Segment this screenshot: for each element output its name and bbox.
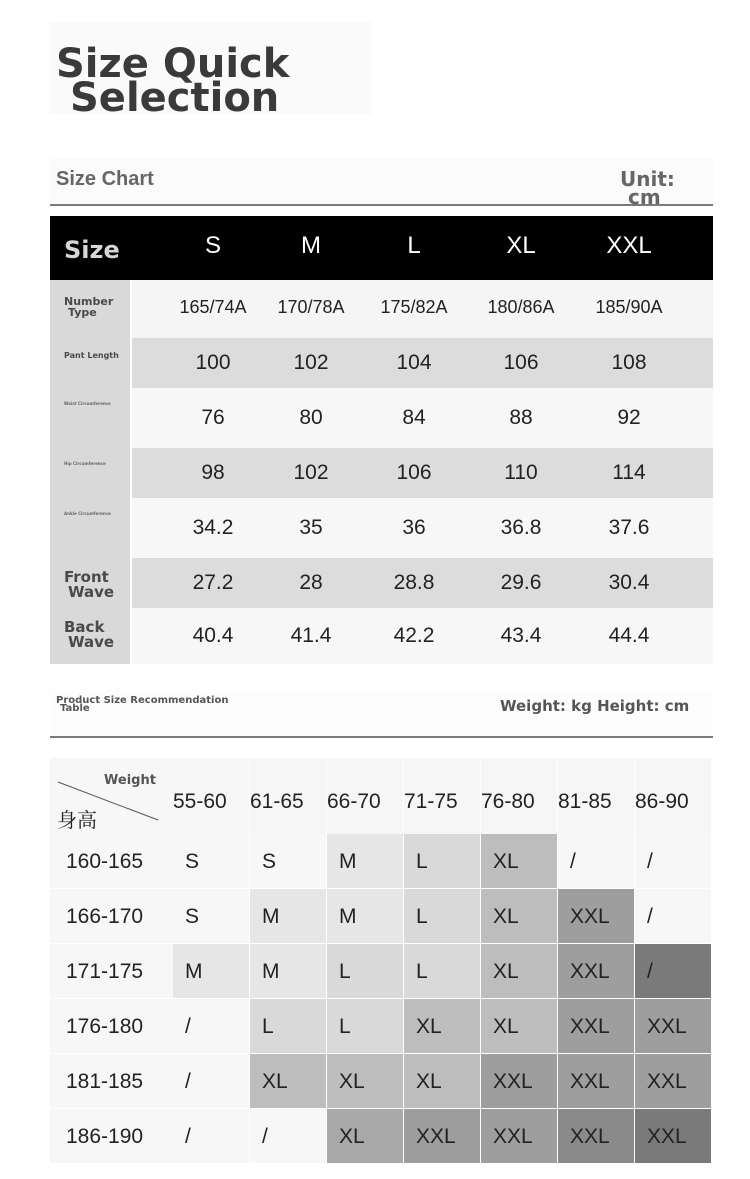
height-row-header: 171-175 (50, 944, 173, 999)
size-chart-cell: 36 (402, 516, 426, 539)
recommendation-cell: XXL (481, 1109, 558, 1164)
height-row-header: 166-170 (50, 889, 173, 944)
size-chart-cell: 37.6 (608, 516, 650, 539)
size-chart-cell: 108 (611, 351, 647, 374)
recommendation-cell: XL (481, 944, 558, 999)
size-chart-label: Size Chart (56, 168, 154, 190)
row-label-line-1: Number (64, 295, 114, 308)
recommendation-cell: XL (481, 834, 558, 889)
row-label-line-1: Waist Circumference (64, 401, 111, 406)
height-row-header: 181-185 (50, 1054, 173, 1109)
size-header-cell: M (301, 232, 321, 259)
recommendation-cell: L (404, 889, 481, 944)
recommendation-cell: / (173, 999, 250, 1054)
height-row-header: 186-190 (50, 1109, 173, 1164)
recommendation-cell: XXL (558, 889, 635, 944)
size-chart-cell: 36.8 (500, 516, 542, 539)
size-chart-cell: 40.4 (192, 624, 234, 647)
size-chart-cell: 43.4 (500, 624, 542, 647)
recommendation-title-line-1: Product Size Recommendation (56, 695, 229, 706)
recommendation-cell: XXL (635, 1054, 712, 1109)
size-chart-row-label (64, 570, 114, 600)
size-header-label: Size (64, 236, 120, 264)
size-chart-cell: 29.6 (500, 571, 542, 594)
size-chart-cell: 106 (503, 351, 539, 374)
weight-axis-label: Weight (104, 773, 156, 788)
recommendation-cell: XL (404, 1054, 481, 1109)
size-chart-cell: 28.8 (393, 571, 435, 594)
row-label-line-2: Wave (68, 633, 115, 651)
size-chart-cell: 35 (299, 516, 323, 539)
page-title-line-2: Selection (70, 75, 280, 121)
size-chart-cell: 175/82A (380, 297, 448, 317)
recommendation-cell: L (404, 834, 481, 889)
recommendation-cell: XXL (404, 1109, 481, 1164)
unit-label (620, 167, 700, 209)
recommendation-cell: S (250, 834, 327, 889)
unit-label-line-1: Unit: (620, 167, 675, 191)
weight-column-header: 76-80 (481, 758, 558, 834)
recommendation-cell: XXL (558, 999, 635, 1054)
size-chart-cell: 28 (299, 571, 323, 594)
weight-column-header: 71-75 (404, 758, 481, 834)
size-header-cell: XXL (606, 232, 652, 259)
recommendation-cell: / (173, 1054, 250, 1109)
size-header-cell: L (407, 232, 421, 259)
row-label-line-1: Hip Circumference (64, 461, 106, 466)
row-label-line-2: Type (68, 306, 97, 319)
row-label-column (50, 280, 130, 664)
size-chart-cell: 76 (201, 406, 225, 429)
recommendation-cell: XXL (481, 1054, 558, 1109)
size-chart-cell: 27.2 (192, 571, 234, 594)
size-chart-cell: 92 (617, 406, 641, 429)
size-chart-cell: 165/74A (179, 297, 247, 317)
recommendation-cell: M (250, 944, 327, 999)
recommendation-cell: / (558, 834, 635, 889)
recommendation-cell: XXL (558, 1109, 635, 1164)
size-chart-cell: 88 (509, 406, 533, 429)
recommendation-cell: M (327, 834, 404, 889)
recommendation-cell: / (250, 1109, 327, 1164)
weight-column-header: 81-85 (558, 758, 635, 834)
size-chart-cell: 102 (293, 461, 329, 484)
row-label-line-1: Front (64, 568, 109, 586)
weight-column-header: 61-65 (250, 758, 327, 834)
recommendation-cell: S (173, 834, 250, 889)
recommendation-cell: S (173, 889, 250, 944)
weight-column-header: 66-70 (327, 758, 404, 834)
recommendation-cell: XXL (635, 999, 712, 1054)
size-chart-row-label (64, 296, 113, 318)
size-chart-row-label (64, 462, 106, 466)
row-label-line-1: Ankle Circumference (64, 511, 111, 516)
recommendation-cell: L (250, 999, 327, 1054)
recommendation-cell: / (635, 834, 712, 889)
recommendation-cell: M (327, 889, 404, 944)
size-chart-row-label (64, 620, 114, 650)
recommendation-cell: XL (481, 999, 558, 1054)
size-chart-cell: 41.4 (290, 624, 332, 647)
recommendation-cell: L (327, 944, 404, 999)
size-header-cell: XL (506, 232, 536, 259)
size-header-cell: S (204, 232, 221, 259)
size-chart-cell: 84 (402, 406, 426, 429)
height-row-header: 176-180 (50, 999, 173, 1054)
row-label-line-1: Back (64, 618, 105, 636)
height-row-header: 160-165 (50, 834, 173, 889)
size-chart-cell: 102 (293, 351, 329, 374)
recommendation-cell: / (173, 1109, 250, 1164)
size-chart-row-label (64, 402, 111, 406)
recommendation-cell: / (635, 889, 712, 944)
recommendation-cell: XL (404, 999, 481, 1054)
height-axis-label: 身高 (57, 810, 97, 832)
recommendation-cell: XL (481, 889, 558, 944)
size-chart-cell: 80 (299, 406, 323, 429)
unit-label-line-2: cm (628, 185, 661, 209)
recommendation-cell: XL (327, 1054, 404, 1109)
recommendation-cell: L (327, 999, 404, 1054)
recommendation-cell: XXL (558, 944, 635, 999)
weight-column-header: 55-60 (173, 758, 250, 834)
size-chart-cell: 170/78A (277, 297, 345, 317)
weight-column-header: 86-90 (635, 758, 712, 834)
recommendation-cell: XXL (558, 1054, 635, 1109)
recommendation-cell: XL (327, 1109, 404, 1164)
size-chart-cell: 98 (201, 461, 225, 484)
size-chart-row-label (64, 352, 119, 360)
page-title-line-1: Size Quick (56, 41, 290, 87)
size-chart-cell: 100 (195, 351, 231, 374)
recommendation-cell: M (173, 944, 250, 999)
size-chart-row-label (64, 512, 111, 516)
size-chart-cell: 104 (396, 351, 432, 374)
recommendation-cell: / (635, 944, 712, 999)
size-chart-cell: 185/90A (595, 297, 663, 317)
size-chart-cell: 106 (396, 461, 432, 484)
recommendation-title-line-2: Table (60, 703, 90, 714)
size-chart-cell: 44.4 (608, 624, 650, 647)
size-chart-cell: 30.4 (608, 571, 650, 594)
row-label-line-1: Pant Length (64, 351, 119, 360)
recommendation-cell: XXL (635, 1109, 712, 1164)
recommendation-units: Weight: kg Height: cm (500, 697, 690, 715)
size-chart-cell: 110 (504, 461, 538, 484)
size-chart-cell: 42.2 (393, 624, 435, 647)
recommendation-title (56, 697, 236, 713)
recommendation-cell: M (250, 889, 327, 944)
recommendation-cell: L (404, 944, 481, 999)
size-chart-cell: 34.2 (192, 516, 234, 539)
size-chart-cell: 180/86A (487, 297, 555, 317)
recommendation-cell: XL (250, 1054, 327, 1109)
size-chart-cell: 114 (612, 461, 646, 484)
row-label-line-2: Wave (68, 583, 115, 601)
